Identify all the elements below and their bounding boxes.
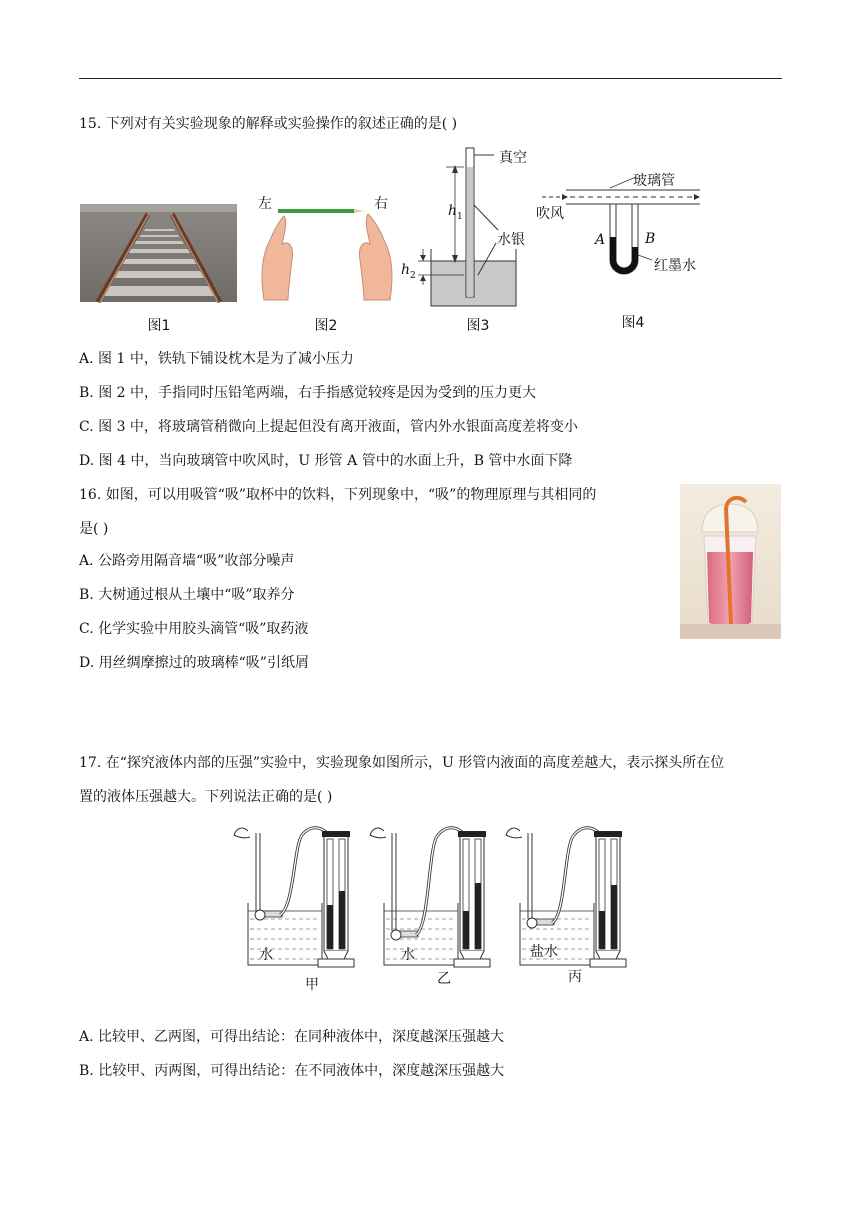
fig4-caption: 图4 xyxy=(621,315,645,331)
fig3-vacuum-label: 真空 xyxy=(499,150,527,166)
q17-stem-line2: 置的液体压强越大。下列说法正确的是( ) xyxy=(79,789,333,805)
q15-option-b: B. 图 2 中，手指同时压铅笔两端，右手指感觉较疼是因为受到的压力更大 xyxy=(79,385,536,401)
railway-photo xyxy=(80,204,237,302)
q17-option-b: B. 比较甲、丙两图，可得出结论：在不同液体中，深度越深压强越大 xyxy=(79,1063,505,1079)
fig2-right-label: 右 xyxy=(374,196,388,212)
pencil-hands-figure xyxy=(258,200,398,302)
fig-label-yi: 乙 xyxy=(437,971,451,987)
fig2-left-label: 左 xyxy=(258,196,272,212)
q17-stem-line1: 17. 在“探究液体内部的压强”实验中，实验现象如图所示，U 形管内液面的高度差越大，表示探头所在位 xyxy=(79,755,725,771)
q17-option-a: A. 比较甲、乙两图，可得出结论：在同种液体中，深度越深压强越大 xyxy=(79,1029,505,1045)
q16-option-a: A. 公路旁用隔音墙“吸”收部分噪声 xyxy=(79,553,295,569)
q16-option-b: B. 大树通过根从土壤中“吸”取养分 xyxy=(79,587,295,603)
fig4-tube-label: 玻璃管 xyxy=(633,173,675,189)
pressure-apparatus-jia xyxy=(230,815,365,970)
pressure-apparatus-bing xyxy=(502,815,637,970)
q16-option-c: C. 化学实验中用胶头滴管“吸”取药液 xyxy=(79,621,309,637)
drink-cup-photo xyxy=(680,484,781,639)
beaker-label-jia: 水 xyxy=(259,947,273,963)
header-rule xyxy=(79,78,782,79)
fig3-mercury-label: 水银 xyxy=(497,232,525,248)
q15-option-a: A. 图 1 中，铁轨下铺设枕木是为了减小压力 xyxy=(79,351,354,367)
fig4-b-label: B xyxy=(645,231,656,247)
fig3-h2-label: $h_2$ xyxy=(401,262,416,281)
fig-label-jia: 甲 xyxy=(305,977,319,993)
pressure-apparatus-yi xyxy=(366,815,501,970)
q16-stem-line1: 16. 如图，可以用吸管“吸”取杯中的饮料，下列现象中，“吸”的物理原理与其相同的 xyxy=(79,487,597,503)
fig3-caption: 图3 xyxy=(466,318,490,334)
fig2-caption: 图2 xyxy=(314,318,338,334)
fig4-a-label: A xyxy=(595,232,606,248)
fig1-caption: 图1 xyxy=(147,318,171,334)
q16-stem-line2: 是( ) xyxy=(79,521,109,537)
q15-option-c: C. 图 3 中，将玻璃管稍微向上提起但没有离开液面，管内外水银面高度差将变小 xyxy=(79,419,578,435)
fig4-blow-label: 吹风 xyxy=(536,206,564,222)
q15-option-d: D. 图 4 中，当向玻璃管中吹风时，U 形管 A 管中的水面上升，B 管中水面下降 xyxy=(79,453,573,469)
q16-option-d: D. 用丝绸摩擦过的玻璃棒“吸”引纸屑 xyxy=(79,655,309,671)
fig-label-bing: 丙 xyxy=(568,969,582,985)
fig3-h1-label: $h_1$ xyxy=(448,203,463,222)
beaker-label-bing: 盐水 xyxy=(530,944,558,960)
beaker-label-yi: 水 xyxy=(401,947,415,963)
torricelli-figure xyxy=(398,145,523,310)
q15-stem: 15. 下列对有关实验现象的解释或实验操作的叙述正确的是( ) xyxy=(79,116,458,132)
fig4-ink-label: 红墨水 xyxy=(654,258,696,274)
